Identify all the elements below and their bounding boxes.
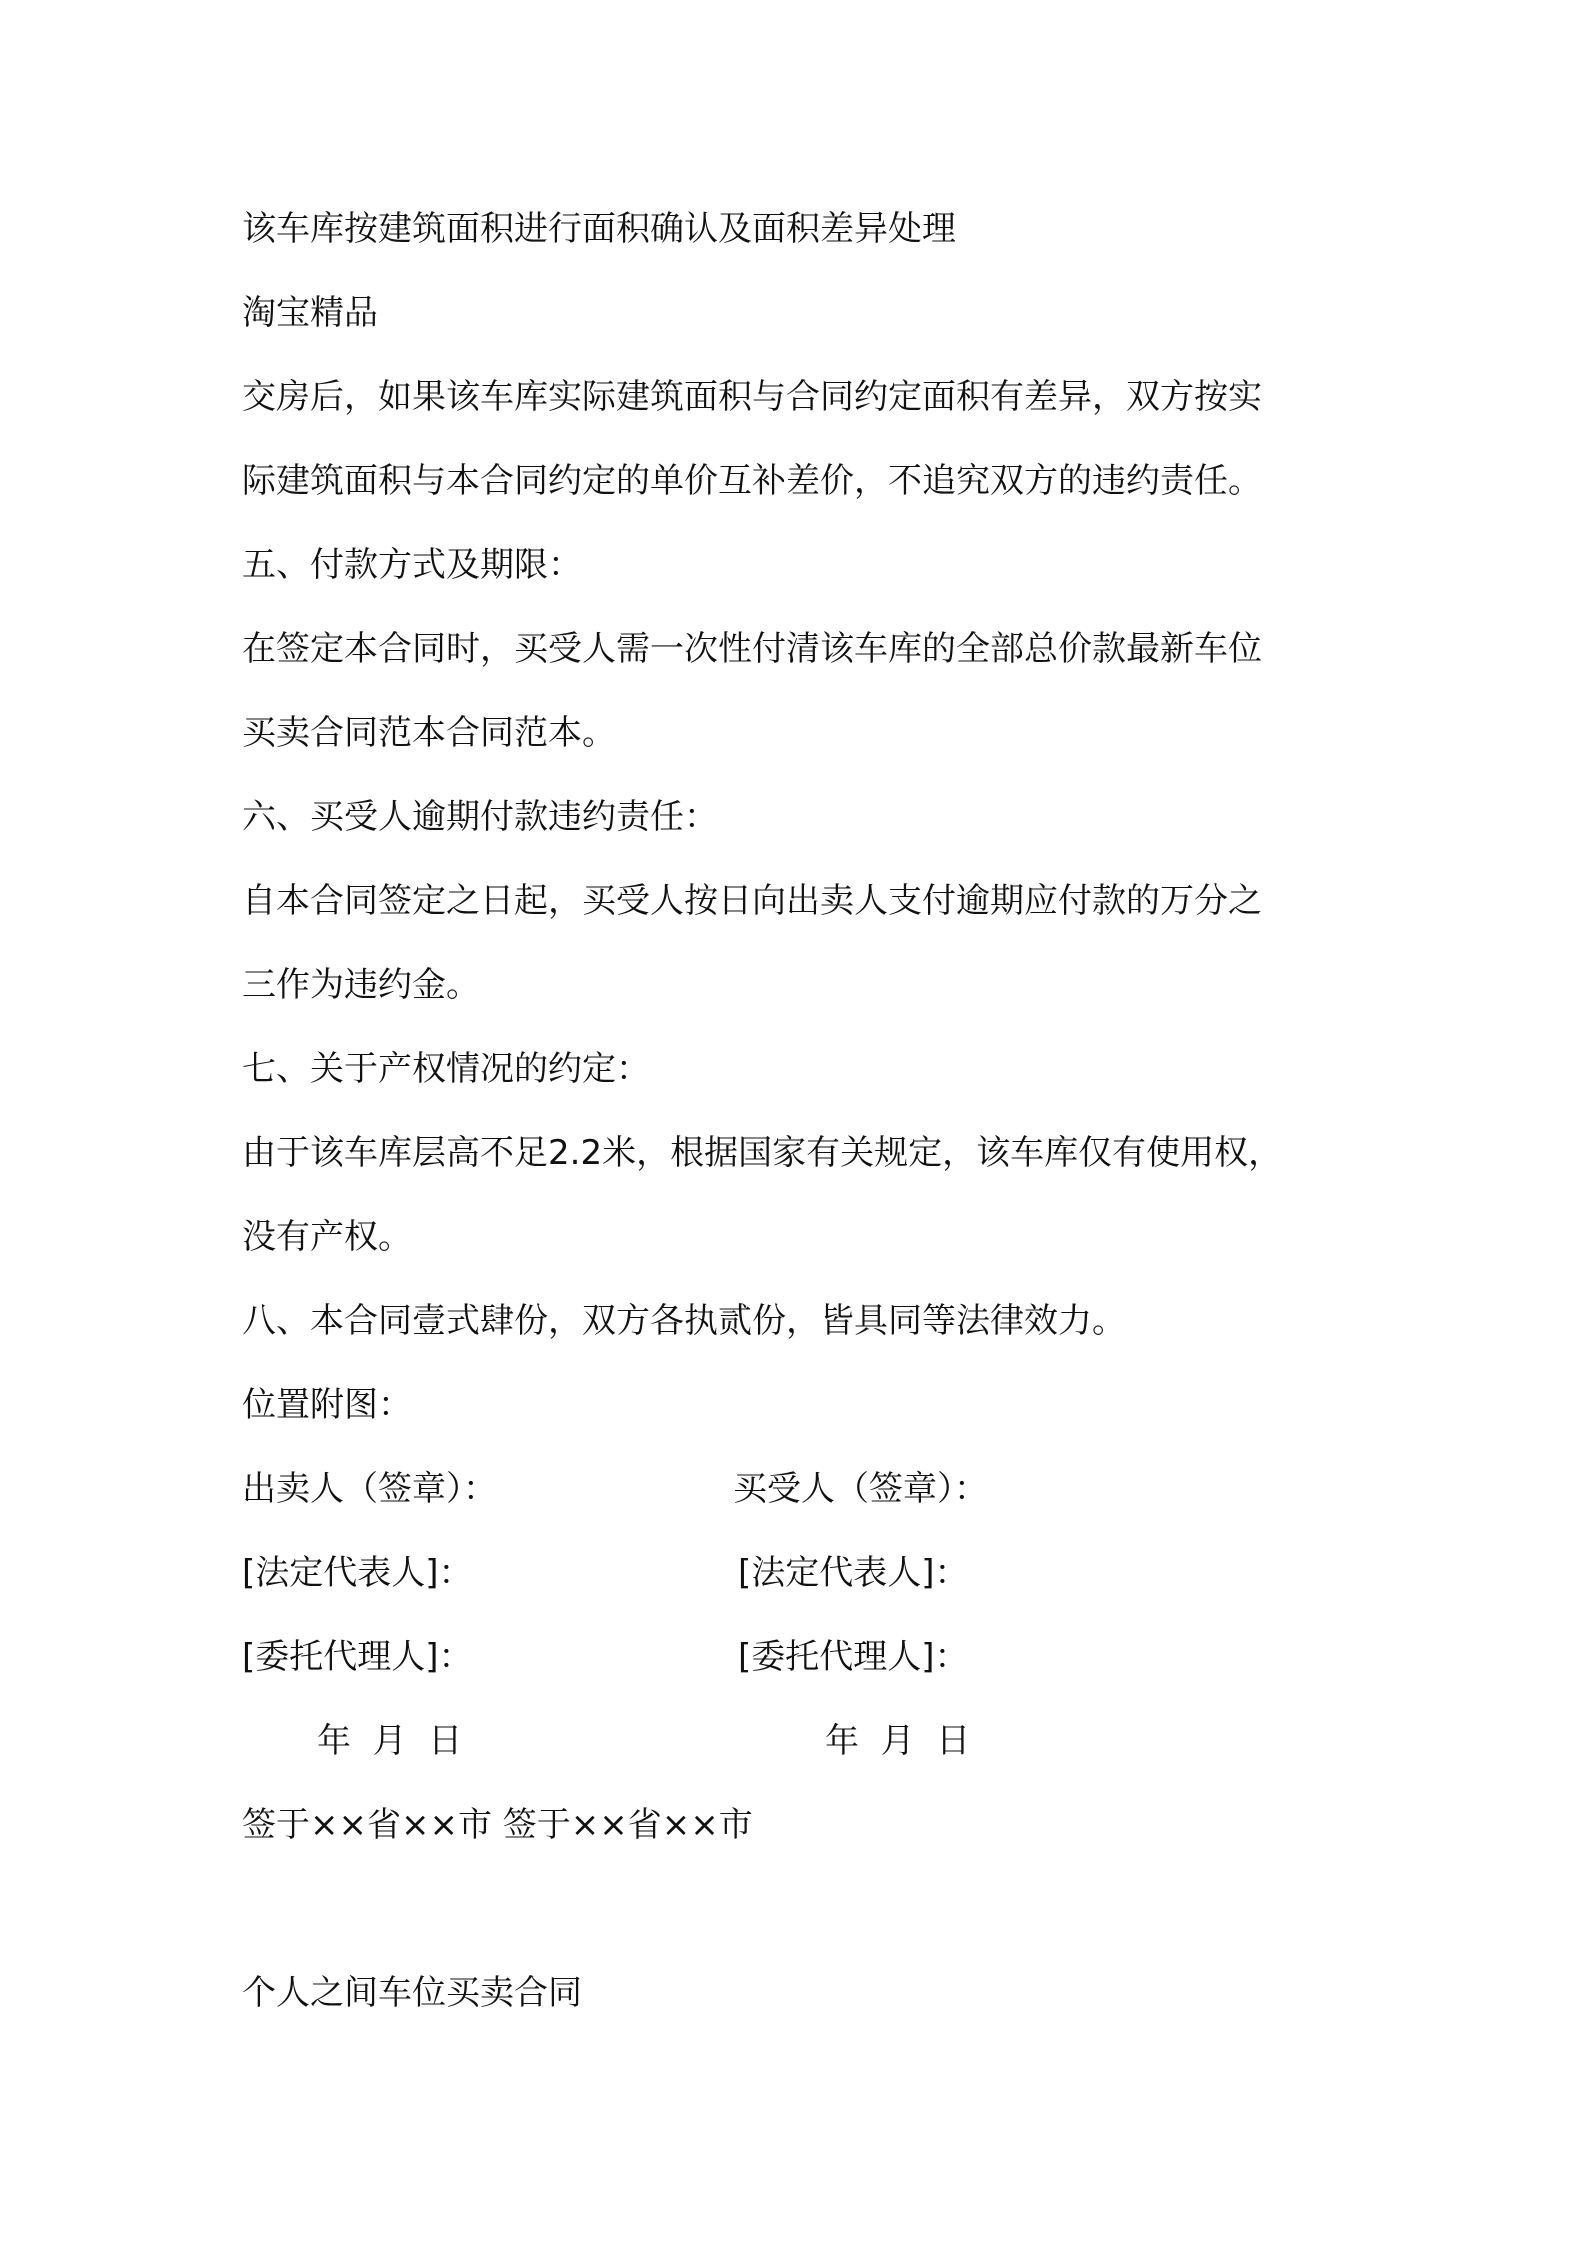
buyer-agent-label: [委托代理人]： <box>738 1637 969 1677</box>
signature-row-parties <box>0 1467 1586 1511</box>
section-heading-copies: 八、本合同壹式肆份，双方各执贰份，皆具同等法律效力。 <box>242 1301 1126 1341</box>
section-heading-area: 该车库按建筑面积进行面积确认及面积差异处理 <box>242 209 956 249</box>
signature-row-date <box>0 1719 1586 1763</box>
paragraph-line: 自本合同签定之日起，买受人按日向出卖人支付逾期应付款的万分之 <box>242 881 1262 921</box>
signed-location: 签于××省××市 签于××省××市 <box>242 1805 753 1845</box>
subtitle-taobao: 淘宝精品 <box>242 293 378 333</box>
buyer-signature-label: 买受人（签章）： <box>733 1469 988 1509</box>
seller-signature-label: 出卖人（签章）： <box>242 1469 497 1509</box>
signature-row-legal-rep <box>0 1551 1586 1595</box>
paragraph-line: 交房后，如果该车库实际建筑面积与合同约定面积有差异，双方按实 <box>242 377 1262 417</box>
seller-date: 年 月 日 <box>317 1721 463 1761</box>
paragraph-line: 没有产权。 <box>242 1217 412 1257</box>
signature-row-agent <box>0 1635 1586 1679</box>
paragraph-line: 三作为违约金。 <box>242 965 480 1005</box>
paragraph-line: 在签定本合同时，买受人需一次性付清该车库的全部总价款最新车位 <box>242 629 1262 669</box>
footer-title: 个人之间车位买卖合同 <box>242 1973 582 2013</box>
section-heading-late-payment: 六、买受人逾期付款违约责任： <box>242 797 718 837</box>
seller-agent-label: [委托代理人]： <box>242 1637 473 1677</box>
buyer-legal-rep-label: [法定代表人]： <box>738 1553 969 1593</box>
section-heading-payment: 五、付款方式及期限： <box>242 545 582 585</box>
paragraph-line: 买卖合同范本合同范本。 <box>242 713 616 753</box>
seller-legal-rep-label: [法定代表人]： <box>242 1553 473 1593</box>
paragraph-line: 际建筑面积与本合同约定的单价互补差价，不追究双方的违约责任。 <box>242 461 1262 501</box>
paragraph-line: 由于该车库层高不足2.2米，根据国家有关规定，该车库仅有使用权， <box>242 1133 1283 1173</box>
buyer-date: 年 月 日 <box>825 1721 971 1761</box>
section-heading-property-rights: 七、关于产权情况的约定： <box>242 1049 650 1089</box>
location-attachment-label: 位置附图： <box>242 1385 412 1425</box>
